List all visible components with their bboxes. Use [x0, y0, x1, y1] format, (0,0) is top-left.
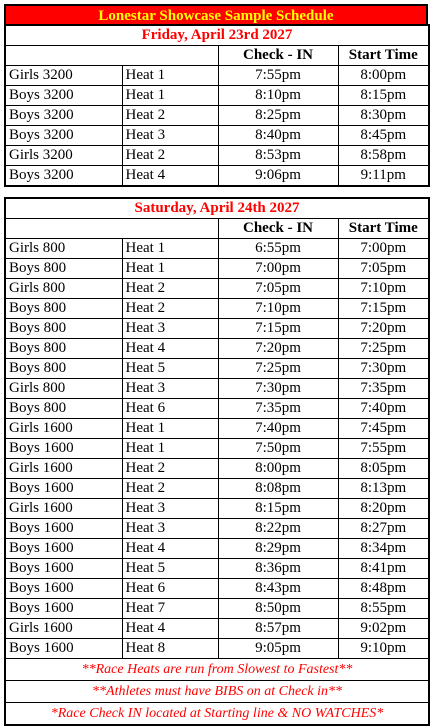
race-cell: Boys 1600 — [5, 539, 122, 559]
note-text: *Race Check IN located at Starting line & NO WATCHES* — [5, 703, 429, 726]
start-time-cell: 8:48pm — [338, 579, 429, 599]
heat-cell: Heat 1 — [122, 439, 218, 459]
heat-cell: Heat 7 — [122, 599, 218, 619]
heat-cell: Heat 1 — [122, 419, 218, 439]
check-in-cell: 9:06pm — [218, 166, 338, 187]
table-row — [5, 239, 429, 259]
start-time-cell: 9:10pm — [338, 639, 429, 659]
start-time-cell: 9:02pm — [338, 619, 429, 639]
heat-cell: Heat 6 — [122, 579, 218, 599]
race-cell: Girls 3200 — [5, 66, 122, 86]
race-cell: Girls 1600 — [5, 459, 122, 479]
table-row — [5, 86, 429, 106]
heat-cell: Heat 1 — [122, 66, 218, 86]
start-time-cell: 7:15pm — [338, 299, 429, 319]
start-time-cell: 8:00pm — [338, 66, 429, 86]
start-time-cell: 8:34pm — [338, 539, 429, 559]
start-time-cell: 8:45pm — [338, 126, 429, 146]
start-time-cell: 8:20pm — [338, 499, 429, 519]
start-time-cell: 8:58pm — [338, 146, 429, 166]
check-in-cell: 8:40pm — [218, 126, 338, 146]
race-cell: Girls 800 — [5, 379, 122, 399]
saturday-header-blank — [5, 219, 218, 239]
race-cell: Boys 1600 — [5, 599, 122, 619]
start-time-cell: 7:25pm — [338, 339, 429, 359]
race-cell: Boys 3200 — [5, 126, 122, 146]
friday-table — [4, 24, 430, 187]
check-in-cell: 7:20pm — [218, 339, 338, 359]
table-row — [5, 379, 429, 399]
table-row — [5, 66, 429, 86]
race-cell: Boys 1600 — [5, 579, 122, 599]
race-cell: Boys 3200 — [5, 106, 122, 126]
heat-cell: Heat 2 — [122, 479, 218, 499]
race-cell: Boys 800 — [5, 319, 122, 339]
saturday-table — [4, 197, 430, 726]
table-row — [5, 399, 429, 419]
heat-cell: Heat 4 — [122, 539, 218, 559]
start-time-cell: 7:35pm — [338, 379, 429, 399]
start-time-cell: 7:00pm — [338, 239, 429, 259]
race-cell: Boys 800 — [5, 399, 122, 419]
check-in-cell: 8:50pm — [218, 599, 338, 619]
check-in-cell: 7:40pm — [218, 419, 338, 439]
schedule-title: Lonestar Showcase Sample Schedule — [4, 4, 428, 24]
table-row — [5, 599, 429, 619]
table-row — [5, 479, 429, 499]
check-in-cell: 8:53pm — [218, 146, 338, 166]
start-time-cell: 8:55pm — [338, 599, 429, 619]
table-row — [5, 299, 429, 319]
check-in-cell: 9:05pm — [218, 639, 338, 659]
heat-cell: Heat 8 — [122, 639, 218, 659]
table-row — [5, 619, 429, 639]
race-cell: Boys 3200 — [5, 86, 122, 106]
start-time-cell: 7:05pm — [338, 259, 429, 279]
start-time-cell: 7:30pm — [338, 359, 429, 379]
race-cell: Girls 800 — [5, 239, 122, 259]
table-row — [5, 279, 429, 299]
table-row — [5, 259, 429, 279]
race-cell: Boys 3200 — [5, 166, 122, 187]
table-row — [5, 106, 429, 126]
check-in-cell: 7:50pm — [218, 439, 338, 459]
start-time-cell: 7:55pm — [338, 439, 429, 459]
table-row — [5, 559, 429, 579]
start-time-cell: 8:30pm — [338, 106, 429, 126]
heat-cell: Heat 1 — [122, 239, 218, 259]
check-in-cell: 8:08pm — [218, 479, 338, 499]
heat-cell: Heat 2 — [122, 279, 218, 299]
race-cell: Boys 800 — [5, 259, 122, 279]
check-in-cell: 8:29pm — [218, 539, 338, 559]
heat-cell: Heat 4 — [122, 339, 218, 359]
check-in-cell: 8:43pm — [218, 579, 338, 599]
race-cell: Girls 1600 — [5, 619, 122, 639]
check-in-cell: 7:10pm — [218, 299, 338, 319]
heat-cell: Heat 3 — [122, 519, 218, 539]
table-row — [5, 359, 429, 379]
check-in-cell: 7:35pm — [218, 399, 338, 419]
heat-cell: Heat 3 — [122, 126, 218, 146]
race-cell: Boys 1600 — [5, 479, 122, 499]
check-in-cell: 7:55pm — [218, 66, 338, 86]
check-in-cell: 8:57pm — [218, 619, 338, 639]
table-row — [5, 166, 429, 187]
table-row — [5, 146, 429, 166]
check-in-cell: 7:00pm — [218, 259, 338, 279]
saturday-day-label: Saturday, April 24th 2027 — [5, 198, 429, 219]
heat-cell: Heat 5 — [122, 359, 218, 379]
table-row — [5, 639, 429, 659]
start-time-cell: 7:40pm — [338, 399, 429, 419]
heat-cell: Heat 2 — [122, 299, 218, 319]
race-cell: Girls 3200 — [5, 146, 122, 166]
start-time-cell: 8:05pm — [338, 459, 429, 479]
heat-cell: Heat 1 — [122, 86, 218, 106]
start-time-cell: 7:45pm — [338, 419, 429, 439]
heat-cell: Heat 4 — [122, 166, 218, 187]
check-in-cell: 8:25pm — [218, 106, 338, 126]
check-in-cell: 8:10pm — [218, 86, 338, 106]
start-time-cell: 8:13pm — [338, 479, 429, 499]
check-in-cell: 7:25pm — [218, 359, 338, 379]
start-time-cell: 8:15pm — [338, 86, 429, 106]
heat-cell: Heat 1 — [122, 259, 218, 279]
note-text: **Athletes must have BIBS on at Check in** — [5, 681, 429, 703]
table-row — [5, 539, 429, 559]
table-row — [5, 319, 429, 339]
table-row — [5, 459, 429, 479]
friday-header-start-time: Start Time — [338, 46, 429, 66]
table-row — [5, 579, 429, 599]
start-time-cell: 7:20pm — [338, 319, 429, 339]
check-in-cell: 8:00pm — [218, 459, 338, 479]
table-row — [5, 499, 429, 519]
table-row — [5, 519, 429, 539]
race-cell: Boys 800 — [5, 359, 122, 379]
race-cell: Boys 1600 — [5, 519, 122, 539]
heat-cell: Heat 2 — [122, 146, 218, 166]
note-row — [5, 659, 429, 681]
check-in-cell: 7:15pm — [218, 319, 338, 339]
heat-cell: Heat 2 — [122, 106, 218, 126]
start-time-cell: 8:41pm — [338, 559, 429, 579]
schedule-sheet — [4, 4, 428, 726]
table-row — [5, 339, 429, 359]
heat-cell: Heat 4 — [122, 619, 218, 639]
heat-cell: Heat 3 — [122, 499, 218, 519]
heat-cell: Heat 5 — [122, 559, 218, 579]
check-in-cell: 7:30pm — [218, 379, 338, 399]
race-cell: Boys 1600 — [5, 559, 122, 579]
race-cell: Boys 800 — [5, 299, 122, 319]
table-row — [5, 419, 429, 439]
check-in-cell: 8:15pm — [218, 499, 338, 519]
heat-cell: Heat 3 — [122, 379, 218, 399]
note-row — [5, 681, 429, 703]
check-in-cell: 6:55pm — [218, 239, 338, 259]
check-in-cell: 8:22pm — [218, 519, 338, 539]
heat-cell: Heat 2 — [122, 459, 218, 479]
race-cell: Boys 1600 — [5, 639, 122, 659]
start-time-cell: 8:27pm — [338, 519, 429, 539]
friday-header-blank — [5, 46, 218, 66]
race-cell: Girls 800 — [5, 279, 122, 299]
friday-header-check-in: Check - IN — [218, 46, 338, 66]
start-time-cell: 7:10pm — [338, 279, 429, 299]
table-row — [5, 126, 429, 146]
heat-cell: Heat 6 — [122, 399, 218, 419]
table-row — [5, 439, 429, 459]
saturday-header-start-time: Start Time — [338, 219, 429, 239]
race-cell: Girls 1600 — [5, 499, 122, 519]
race-cell: Girls 1600 — [5, 419, 122, 439]
race-cell: Boys 1600 — [5, 439, 122, 459]
note-row — [5, 703, 429, 726]
heat-cell: Heat 3 — [122, 319, 218, 339]
start-time-cell: 9:11pm — [338, 166, 429, 187]
note-text: **Race Heats are run from Slowest to Fastest** — [5, 659, 429, 681]
race-cell: Boys 800 — [5, 339, 122, 359]
check-in-cell: 8:36pm — [218, 559, 338, 579]
check-in-cell: 7:05pm — [218, 279, 338, 299]
saturday-header-check-in: Check - IN — [218, 219, 338, 239]
friday-day-label: Friday, April 23rd 2027 — [5, 25, 429, 46]
